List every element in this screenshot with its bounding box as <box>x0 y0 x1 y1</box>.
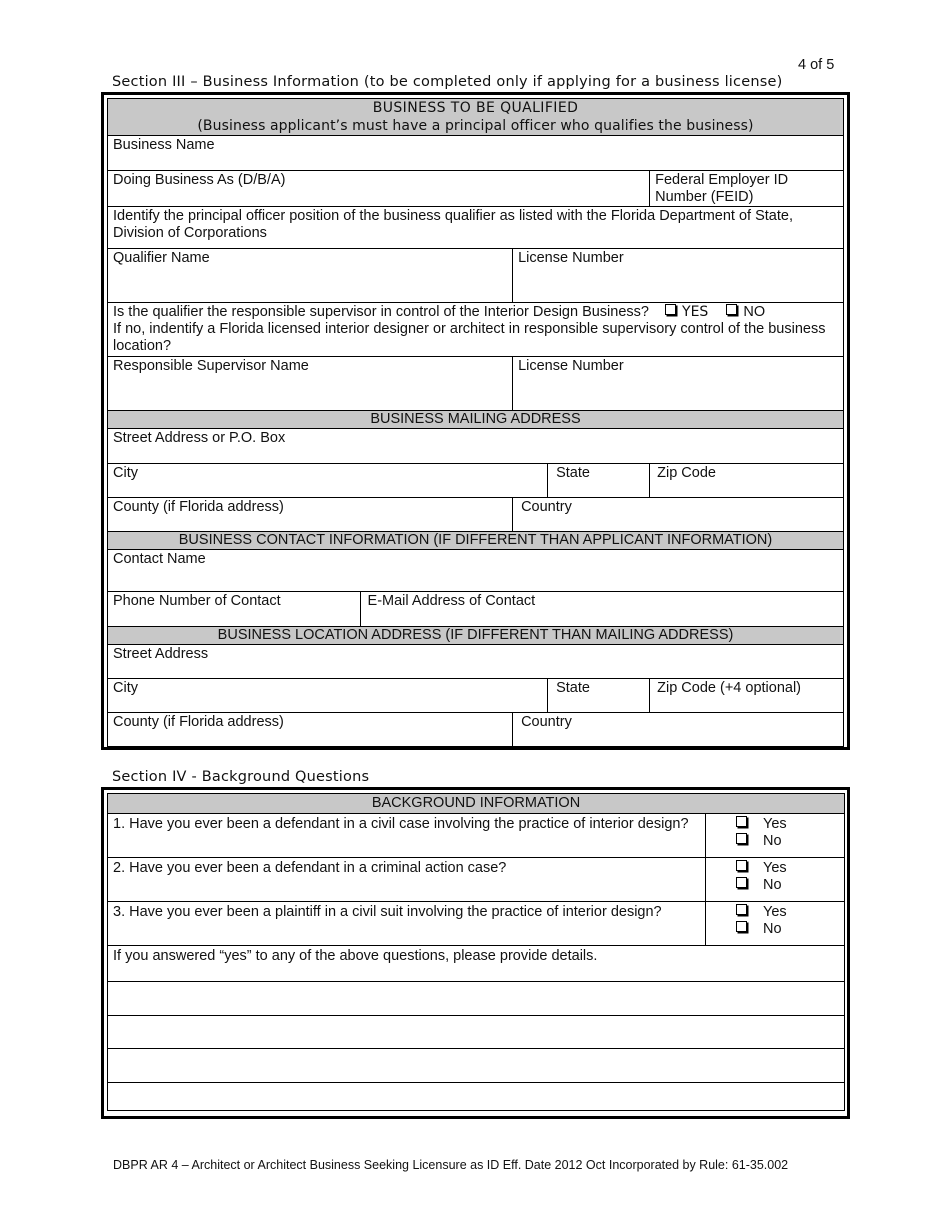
contact-name-field[interactable] <box>108 550 844 592</box>
details-line-4[interactable] <box>108 1083 845 1111</box>
details-line-2[interactable] <box>108 1016 845 1049</box>
question-1-no-label: No <box>763 833 782 849</box>
mailing-address-header-label: BUSINESS MAILING ADDRESS <box>370 411 581 427</box>
qualifier-license-field[interactable] <box>513 249 844 303</box>
business-qualified-header <box>108 99 844 136</box>
mailing-city-field[interactable] <box>108 464 548 498</box>
qualifier-name-field[interactable] <box>108 249 513 303</box>
location-country-label: Country <box>521 714 572 730</box>
contact-info-header <box>108 532 844 550</box>
question-1-yes-checkbox[interactable] <box>736 816 747 827</box>
contact-phone-label: Phone Number of Contact <box>113 593 281 609</box>
contact-email-field[interactable] <box>360 592 843 627</box>
mailing-address-header <box>108 411 844 429</box>
details-line-3[interactable] <box>108 1049 845 1083</box>
location-city-label: City <box>113 680 138 696</box>
business-information-form <box>101 92 850 750</box>
question-2-options <box>706 858 845 902</box>
location-street-label: Street Address <box>113 646 209 662</box>
business-name-field[interactable] <box>108 136 844 171</box>
mailing-county-label: County (if Florida address) <box>113 499 284 515</box>
supervisor-question: Is the qualifier the responsible supervisor in control of the Interior Design Business? <box>113 304 649 320</box>
location-zip-label: Zip Code (+4 optional) <box>657 680 802 696</box>
supervisor-question-field <box>108 303 844 357</box>
mailing-street-label: Street Address or P.O. Box <box>113 430 286 446</box>
location-country-field[interactable] <box>513 713 844 747</box>
principal-officer-label: Identify the principal officer position of the business qualifier as listed with the Florida Department of State, Division of Corporations <box>113 208 793 241</box>
supervisor-name-label: Responsible Supervisor Name <box>113 358 309 374</box>
qualifier-license-label: License Number <box>518 250 624 266</box>
supervisor-yes-checkbox[interactable] <box>665 304 676 315</box>
feid-label: Federal Employer ID Number (FEID) <box>655 172 789 205</box>
question-1-options <box>706 814 845 858</box>
business-information-table <box>107 98 844 747</box>
supervisor-license-field[interactable] <box>513 357 844 411</box>
background-info-header-label: BACKGROUND INFORMATION <box>371 795 581 811</box>
supervisor-license-label: License Number <box>518 358 624 374</box>
question-3-yes-label: Yes <box>763 904 787 920</box>
question-2-no-checkbox[interactable] <box>736 877 747 888</box>
mailing-zip-label: Zip Code <box>657 465 716 481</box>
location-county-label: County (if Florida address) <box>113 714 284 730</box>
principal-officer-field[interactable] <box>108 207 844 249</box>
question-3-options <box>706 902 845 946</box>
contact-info-header-label: BUSINESS CONTACT INFORMATION (IF DIFFERENT THAN APPLICANT INFORMATION) <box>178 532 773 548</box>
supervisor-name-field[interactable] <box>108 357 513 411</box>
location-city-field[interactable] <box>108 679 548 713</box>
supervisor-no-label: NO <box>743 304 766 320</box>
form-footer: DBPR AR 4 – Architect or Architect Business Seeking Licensure as ID Eff. Date 2012 Oct Incorporated by Rule: 61-35.002 <box>113 1158 789 1172</box>
location-address-header-label: BUSINESS LOCATION ADDRESS (IF DIFFERENT THAN MAILING ADDRESS) <box>217 627 734 643</box>
supervisor-yes-label: YES <box>682 304 709 320</box>
contact-phone-field[interactable] <box>108 592 361 627</box>
page-number: 4 of 5 <box>798 57 835 73</box>
question-2-text: 2. Have you ever been a defendant in a criminal action case? <box>113 860 507 876</box>
dba-label: Doing Business As (D/B/A) <box>113 172 286 188</box>
location-zip-field[interactable] <box>650 679 844 713</box>
mailing-street-field[interactable] <box>108 429 844 464</box>
location-county-field[interactable] <box>108 713 513 747</box>
feid-field[interactable] <box>650 171 844 207</box>
contact-email-label: E-Mail Address of Contact <box>367 593 536 609</box>
business-qualified-header-title: BUSINESS TO BE QUALIFIED <box>372 100 579 116</box>
mailing-city-label: City <box>113 465 138 481</box>
location-street-field[interactable] <box>108 645 844 679</box>
location-address-header <box>108 627 844 645</box>
business-qualified-header-note: (Business applicant’s must have a principal officer who qualifies the business) <box>197 118 754 134</box>
question-3-no-label: No <box>763 921 782 937</box>
question-1-text: 1. Have you ever been a defendant in a civil case involving the practice of interior design? <box>113 816 689 832</box>
question-2-no-label: No <box>763 877 782 893</box>
background-info-header <box>108 794 845 814</box>
question-2-yes-checkbox[interactable] <box>736 860 747 871</box>
question-1-yes-label: Yes <box>763 816 787 832</box>
contact-name-label: Contact Name <box>113 551 206 567</box>
details-prompt: If you answered “yes” to any of the above questions, please provide details. <box>113 948 598 964</box>
question-2 <box>108 858 706 902</box>
dba-field[interactable] <box>108 171 650 207</box>
section-3-title: Section III – Business Information (to be completed only if applying for a business license) <box>112 74 783 90</box>
section-4-title: Section IV - Background Questions <box>112 769 370 785</box>
details-prompt-row <box>108 946 845 982</box>
mailing-country-field[interactable] <box>513 498 844 532</box>
mailing-zip-field[interactable] <box>650 464 844 498</box>
location-state-label: State <box>556 680 590 696</box>
question-3-yes-checkbox[interactable] <box>736 904 747 915</box>
qualifier-name-label: Qualifier Name <box>113 250 210 266</box>
location-state-field[interactable] <box>548 679 650 713</box>
question-2-yes-label: Yes <box>763 860 787 876</box>
mailing-county-field[interactable] <box>108 498 513 532</box>
background-questions-table <box>107 793 845 1111</box>
question-1-no-checkbox[interactable] <box>736 833 747 844</box>
background-questions-form <box>101 787 850 1119</box>
mailing-state-label: State <box>556 465 590 481</box>
question-1 <box>108 814 706 858</box>
question-3 <box>108 902 706 946</box>
mailing-country-label: Country <box>521 499 572 515</box>
business-name-label: Business Name <box>113 137 215 153</box>
supervisor-followup: If no, indentify a Florida licensed interior designer or architect in responsible supervisory control of the business location? <box>113 321 826 354</box>
supervisor-no-checkbox[interactable] <box>726 304 737 315</box>
mailing-state-field[interactable] <box>548 464 650 498</box>
question-3-no-checkbox[interactable] <box>736 921 747 932</box>
details-line-1[interactable] <box>108 982 845 1016</box>
question-3-text: 3. Have you ever been a plaintiff in a civil suit involving the practice of interior design? <box>113 904 662 920</box>
